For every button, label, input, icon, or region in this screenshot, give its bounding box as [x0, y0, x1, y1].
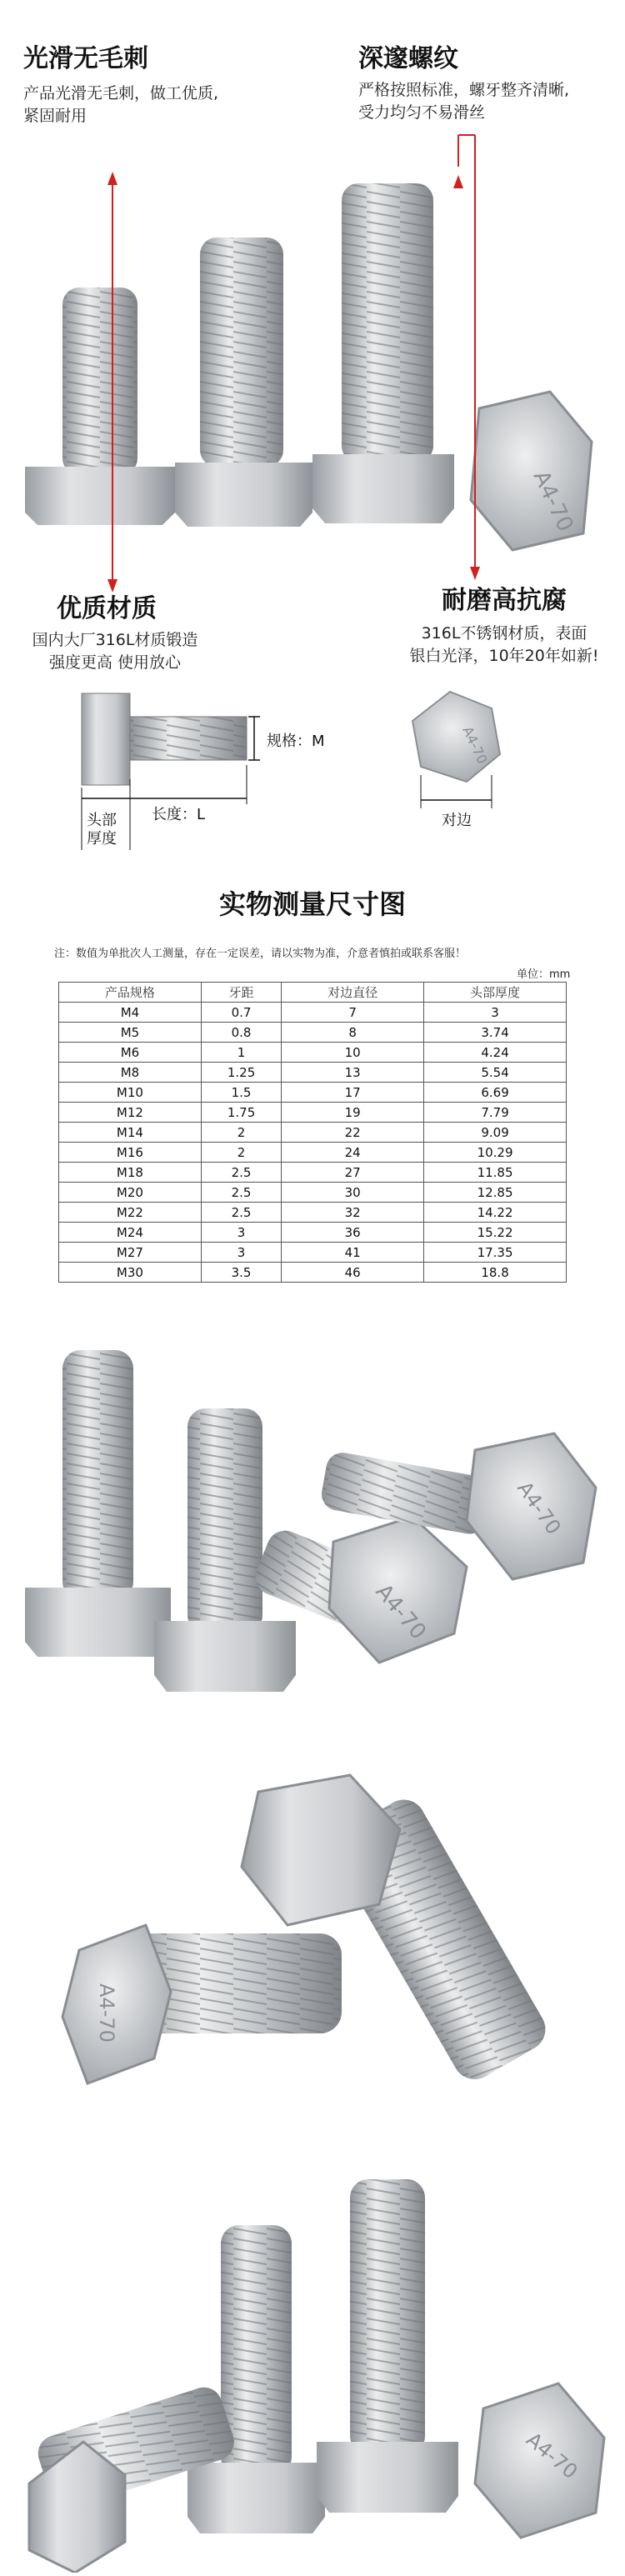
table-cell: 1.5 — [201, 1083, 281, 1103]
product-photo-1 — [0, 1342, 625, 1733]
table-header-row — [59, 983, 567, 1003]
table-row — [59, 1203, 567, 1223]
table-cell: M20 — [59, 1183, 202, 1203]
feature-threads — [358, 38, 569, 124]
table-cell: 41 — [282, 1243, 424, 1263]
table-row — [59, 1003, 567, 1023]
spec-label: 规格：M — [267, 733, 325, 750]
table-cell: 3.74 — [424, 1023, 567, 1043]
table-cell: M10 — [59, 1083, 202, 1103]
feature-title: 深邃螺纹 — [358, 44, 458, 73]
table-cell: 9.09 — [424, 1123, 567, 1143]
feature-smooth — [23, 38, 218, 128]
feature-line: 紧固耐用 — [23, 107, 88, 125]
table-cell: M27 — [59, 1243, 202, 1263]
table-cell: M12 — [59, 1103, 202, 1123]
table-row — [59, 1043, 567, 1063]
table-cell: 15.22 — [424, 1223, 567, 1243]
column-header: 对边直径 — [282, 983, 424, 1003]
column-header: 产品规格 — [59, 983, 202, 1003]
table-cell: 3 — [201, 1223, 281, 1243]
table-cell: 10 — [282, 1043, 424, 1063]
spec-table-body — [59, 1003, 567, 1283]
table-cell: 4.24 — [424, 1043, 567, 1063]
table-cell: M24 — [59, 1223, 202, 1243]
svg-text:A4-70: A4-70 — [459, 723, 491, 767]
measurement-note: 注：数值为单批次人工测量，存在一定误差，请以实物为准，介意者慎拍或联系客服！ — [54, 948, 467, 960]
table-cell: 0.7 — [201, 1003, 281, 1023]
table-cell: 7 — [282, 1003, 424, 1023]
table-cell: M22 — [59, 1203, 202, 1223]
table-cell: 0.8 — [201, 1023, 281, 1043]
feature-title: 光滑无毛刺 — [23, 44, 148, 73]
table-cell: 17 — [282, 1083, 424, 1103]
svg-text:A4-70: A4-70 — [95, 1983, 118, 2043]
table-row — [59, 1183, 567, 1203]
table-cell: M30 — [59, 1263, 202, 1283]
product-photo-2 — [0, 1767, 625, 2125]
table-row — [59, 1163, 567, 1183]
table-cell: 3 — [201, 1243, 281, 1263]
table-cell: 1.25 — [201, 1063, 281, 1083]
table-cell: 17.35 — [424, 1243, 567, 1263]
measurement-title: 实物测量尺寸图 — [218, 888, 406, 920]
measurement-unit: 单位：mm — [517, 968, 571, 981]
dimension-diagram — [0, 683, 625, 850]
table-cell: 3.5 — [201, 1263, 281, 1283]
table-cell: 3 — [424, 1003, 567, 1023]
feature-material — [23, 588, 207, 674]
table-cell: M6 — [59, 1043, 202, 1063]
table-cell: 2 — [201, 1143, 281, 1163]
column-header: 头部厚度 — [424, 983, 567, 1003]
table-cell: M18 — [59, 1163, 202, 1183]
table-cell: 22 — [282, 1123, 424, 1143]
feature-corrosion — [392, 579, 617, 668]
table-cell: 46 — [282, 1263, 424, 1283]
feature-line: 产品光滑无毛刺，做工优质, — [23, 84, 219, 103]
table-row — [59, 1023, 567, 1043]
table-cell: 2.5 — [201, 1183, 281, 1203]
table-cell: 27 — [282, 1163, 424, 1183]
table-cell: 11.85 — [424, 1163, 567, 1183]
product-photo-3 — [0, 2167, 625, 2573]
feature-line: 严格按照标准，螺牙整齐清晰, — [358, 81, 570, 99]
spec-table — [58, 982, 567, 1283]
bolts-group-photo — [0, 1342, 625, 1733]
across-flats-label: 对边 — [442, 812, 472, 829]
feature-title: 优质材质 — [57, 594, 157, 623]
table-cell: 1.75 — [201, 1103, 281, 1123]
table-cell: 8 — [282, 1023, 424, 1043]
feature-line: 强度更高 使用放心 — [48, 653, 182, 672]
svg-text:A4-70: A4-70 — [512, 1477, 566, 1539]
feature-title: 耐磨高抗腐 — [442, 586, 567, 615]
bolts-crossed-photo — [0, 1767, 625, 2125]
table-row — [59, 1083, 567, 1103]
head-thickness-label-1: 头部 — [87, 812, 117, 829]
table-cell: 14.22 — [424, 1203, 567, 1223]
table-cell: 12.85 — [424, 1183, 567, 1203]
table-row — [59, 1063, 567, 1083]
feature-line: 银白光泽，10年20年如新! — [409, 647, 599, 665]
table-cell: 2.5 — [201, 1163, 281, 1183]
svg-text:A4-70: A4-70 — [528, 467, 578, 536]
svg-text:A4-70: A4-70 — [522, 2428, 582, 2484]
column-header: 牙距 — [201, 983, 281, 1003]
table-cell: 5.54 — [424, 1063, 567, 1083]
table-row — [59, 1143, 567, 1163]
table-cell: 10.29 — [424, 1143, 567, 1163]
table-row — [59, 1263, 567, 1283]
table-row — [59, 1223, 567, 1243]
arrow-right — [453, 135, 480, 580]
table-cell: 1 — [201, 1043, 281, 1063]
table-cell: M4 — [59, 1003, 202, 1023]
feature-line: 国内大厂316L材质锻造 — [32, 631, 198, 649]
table-cell: 18.8 — [424, 1263, 567, 1283]
table-cell: 7.79 — [424, 1103, 567, 1123]
table-cell: 24 — [282, 1143, 424, 1163]
table-cell: 6.69 — [424, 1083, 567, 1103]
svg-text:A4-70: A4-70 — [370, 1579, 431, 1645]
table-cell: M5 — [59, 1023, 202, 1043]
table-cell: 32 — [282, 1203, 424, 1223]
feature-line: 受力均匀不易滑丝 — [358, 103, 486, 122]
length-label: 长度：L — [152, 806, 206, 823]
table-cell: 13 — [282, 1063, 424, 1083]
feature-line: 316L不锈钢材质，表面 — [421, 624, 588, 643]
head-thickness-label-2: 厚度 — [87, 830, 117, 848]
table-cell: M16 — [59, 1143, 202, 1163]
table-cell: 30 — [282, 1183, 424, 1203]
table-cell: M8 — [59, 1063, 202, 1083]
bolts-standing-photo — [0, 2167, 625, 2573]
table-cell: 2.5 — [201, 1203, 281, 1223]
table-row — [59, 1103, 567, 1123]
table-cell: M14 — [59, 1123, 202, 1143]
table-cell: 36 — [282, 1223, 424, 1243]
table-cell: 2 — [201, 1123, 281, 1143]
table-row — [59, 1123, 567, 1143]
table-cell: 19 — [282, 1103, 424, 1123]
table-row — [59, 1243, 567, 1263]
